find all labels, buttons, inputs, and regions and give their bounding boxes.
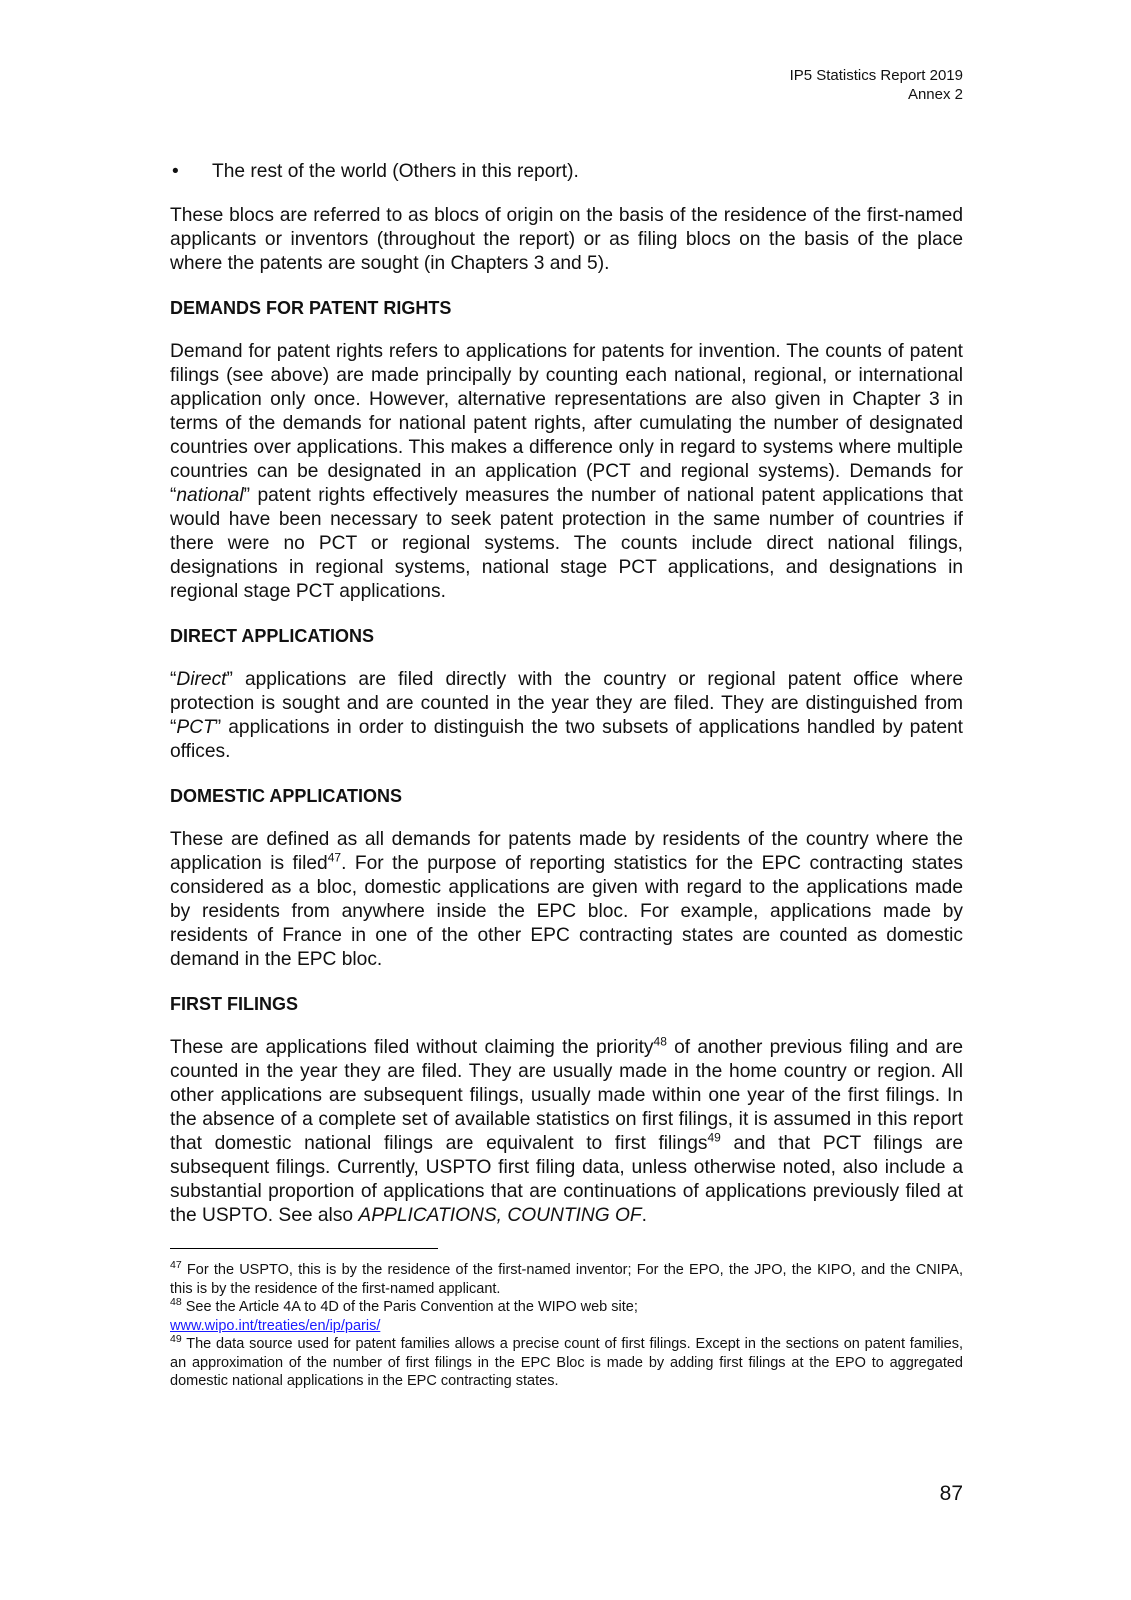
header-annex: Annex 2	[907, 86, 963, 103]
header-report-title: IP5 Statistics Report 2019	[789, 67, 963, 84]
demands-text-2: ” patent rights effectively measures the number of national patent applications that would have been necessary to seek patent protection in the same number of countries if there were no PCT or regional systems. The counts include direct national filings, designations in regional systems, national stage PCT applications, and designations in regional stage PCT applications.	[170, 485, 963, 602]
heading-demands: DEMANDS FOR PATENT RIGHTS	[170, 298, 452, 318]
footnote-divider	[170, 1248, 438, 1249]
page-body	[170, 160, 963, 1391]
footnote-ref-47[interactable]: 47	[327, 850, 342, 865]
wipo-link[interactable]: www.wipo.int/treaties/en/ip/paris/	[170, 1317, 381, 1334]
first-filings-paragraph	[170, 1036, 963, 1228]
demands-emphasis: national	[176, 485, 244, 506]
bullet-item	[170, 160, 963, 184]
footnote-text: See the Article 4A to 4D of the Paris Convention at the WIPO web site;	[181, 1299, 638, 1315]
direct-emphasis-2: PCT	[176, 717, 215, 738]
direct-paragraph	[170, 668, 963, 764]
first-emphasis: APPLICATIONS, COUNTING OF	[358, 1205, 642, 1226]
direct-text-2: ” applications in order to distinguish the two subsets of applications handled by patent offices.	[170, 717, 963, 762]
footnote-text: For the USPTO, this is by the residence of the first-named inventor; For the EPO, the JPO, the KIPO, and the CNIPA, this is by the residence of the first-named applicant.	[170, 1262, 963, 1297]
intro-paragraph: These blocs are referred to as blocs of origin on the basis of the residence of the first-named applicants or inventors (throughout the report) or as filing blocs on the basis of the place where the patents are sought (in Chapters 3 and 5).	[170, 205, 963, 274]
domestic-paragraph	[170, 828, 963, 972]
footnote-49	[170, 1335, 963, 1391]
direct-quote: “	[170, 669, 177, 690]
first-text-3: and that PCT filings are subsequent filings. Currently, USPTO first filing data, unless otherwise noted, also include a substantial proportion of applications that are continuations of applications previously filed at the USPTO. See also	[170, 1133, 963, 1226]
heading-first-filings: FIRST FILINGS	[170, 994, 298, 1014]
demands-text-1: Demand for patent rights refers to applications for patents for invention. The counts of patent filings (see above) are made principally by counting each national, regional, or international application only once. However, alternative representations are also given in Chapter 3 in terms of the demands for national patent rights, after cumulating the number of designated countries over applications. This makes a difference only in regard to systems where multiple countries can be designated in an application (PCT and regional systems). Demands for “	[170, 341, 963, 506]
footnote-47	[170, 1261, 963, 1298]
page-number: 87	[939, 1482, 963, 1505]
footnote-ref-48[interactable]: 48	[653, 1034, 667, 1049]
footnote-ref-49[interactable]: 49	[707, 1130, 721, 1145]
first-text-4: .	[641, 1205, 647, 1226]
heading-domestic: DOMESTIC APPLICATIONS	[170, 786, 403, 806]
heading-direct: DIRECT APPLICATIONS	[170, 626, 375, 646]
direct-emphasis-1: Direct	[176, 669, 227, 690]
demands-paragraph	[170, 340, 963, 604]
footnote-number: 47	[170, 1259, 182, 1272]
bullet-text: The rest of the world (Others in this report).	[212, 161, 579, 182]
footnote-48	[170, 1298, 963, 1335]
running-header	[790, 66, 963, 104]
footnote-number: 49	[170, 1333, 182, 1346]
first-text-1: These are applications filed without claiming the priority	[170, 1037, 654, 1058]
first-text-2: of another previous filing and are counted in the year they are filed. They are usually made in the home country or region. All other applications are subsequent filings, usually made within one year of the first filings. In the absence of a complete set of available statistics on first filings, it is assumed in this report that domestic national filings are equivalent to first filings	[170, 1037, 964, 1154]
domestic-text-1: These are defined as all demands for patents made by residents of the country where the application is filed	[170, 829, 963, 874]
footnote-text: The data source used for patent families allows a precise count of first filings. Except in the sections on patent families, an approximation of the number of first filings in the EPC Bloc is made by adding first filings at the EPO to aggregated domestic national applications in the EPC contracting states.	[170, 1336, 963, 1389]
domestic-text-2: . For the purpose of reporting statistics for the EPC contracting states considered as a bloc, domestic applications are given with regard to the applications made by residents from anywhere inside the EPC bloc. For example, applications made by residents of France in one of the other EPC contracting states are counted as domestic demand in the EPC bloc.	[170, 853, 963, 970]
bullet-dot-icon: •	[172, 161, 179, 182]
direct-text-1: ” applications are filed directly with the country or regional patent office where protection is sought and are counted in the year they are filed. They are distinguished from “	[170, 669, 963, 738]
footnote-number: 48	[170, 1296, 182, 1309]
